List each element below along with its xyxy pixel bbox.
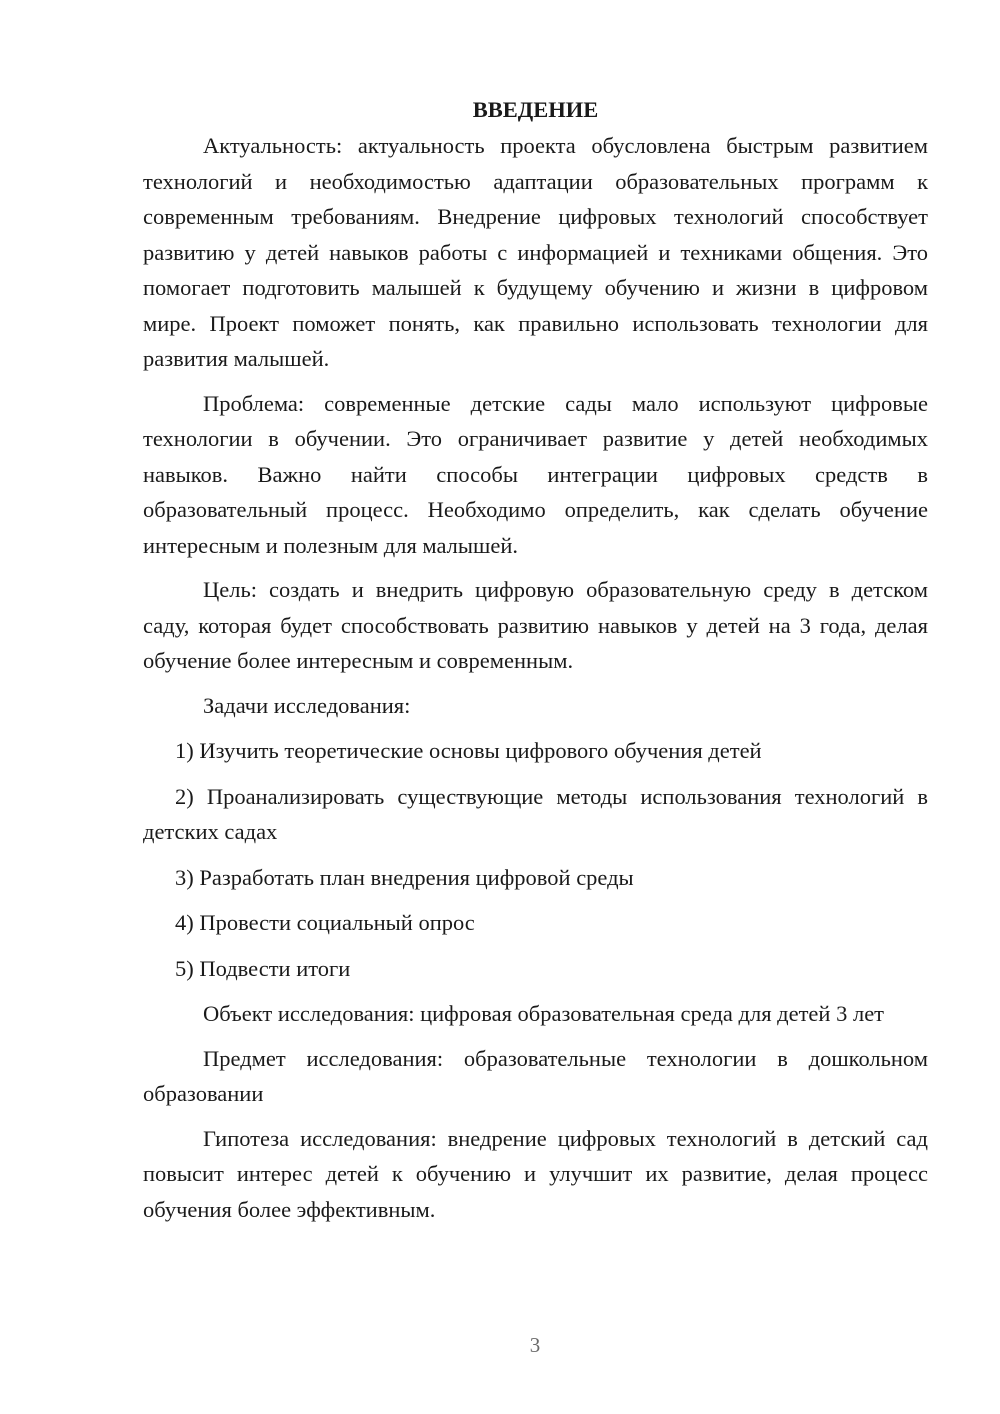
page-number: 3 — [529, 1333, 541, 1357]
goal-paragraph: Цель: создать и внедрить цифровую образовательную среду в детском саду, которая будет способствовать развитию навыков у детей на 3 года, делая обучение более интересным и современным. — [143, 577, 928, 673]
page-title: ВВЕДЕНИЕ — [472, 97, 599, 122]
hypothesis-paragraph: Гипотеза исследования: внедрение цифровых технологий в детский сад повысит интерес детей к обучению и улучшит их развитие, делая процесс обучения более эффективным. — [143, 1125, 928, 1222]
tasks-title: Задачи исследования: — [203, 692, 411, 718]
task-item-5: 5) Подвести итоги — [175, 955, 351, 981]
object-paragraph: Объект исследования: цифровая образовательная среда для детей 3 лет — [203, 1001, 885, 1026]
document-page — [143, 92, 928, 1236]
problem-paragraph: Проблема: современные детские сады мало используют цифровые технологии в обучении. Это ограничивает развитие у детей необходимых навыков. Важно найти способы интеграции цифровых средств в образовательный процесс. Необходимо определить, как сделать обучение интересным и полезным для малышей. — [143, 390, 928, 558]
subject-paragraph: Предмет исследования: образовательные технологии в дошкольном образовании — [143, 1045, 928, 1106]
task-item-3: 3) Разработать план внедрения цифровой среды — [175, 864, 634, 890]
task-item-4: 4) Провести социальный опрос — [175, 910, 475, 935]
task-item-2: 2) Проанализировать существующие методы использования технологий в детских садах — [143, 783, 928, 844]
task-item-1: 1) Изучить теоретические основы цифрового обучения детей — [175, 738, 762, 763]
relevance-paragraph: Актуальность: актуальность проекта обусловлена быстрым развитием технологий и необходимостью адаптации образовательных программ к современным требованиям. Внедрение цифровых технологий способствует развитию у детей навыков работы с информацией и техниками общения. Это помогает подготовить малышей к будущему обучению и жизни в цифровом мире. Проект поможет понять, как правильно использовать технологии для развития малышей. — [143, 133, 928, 371]
